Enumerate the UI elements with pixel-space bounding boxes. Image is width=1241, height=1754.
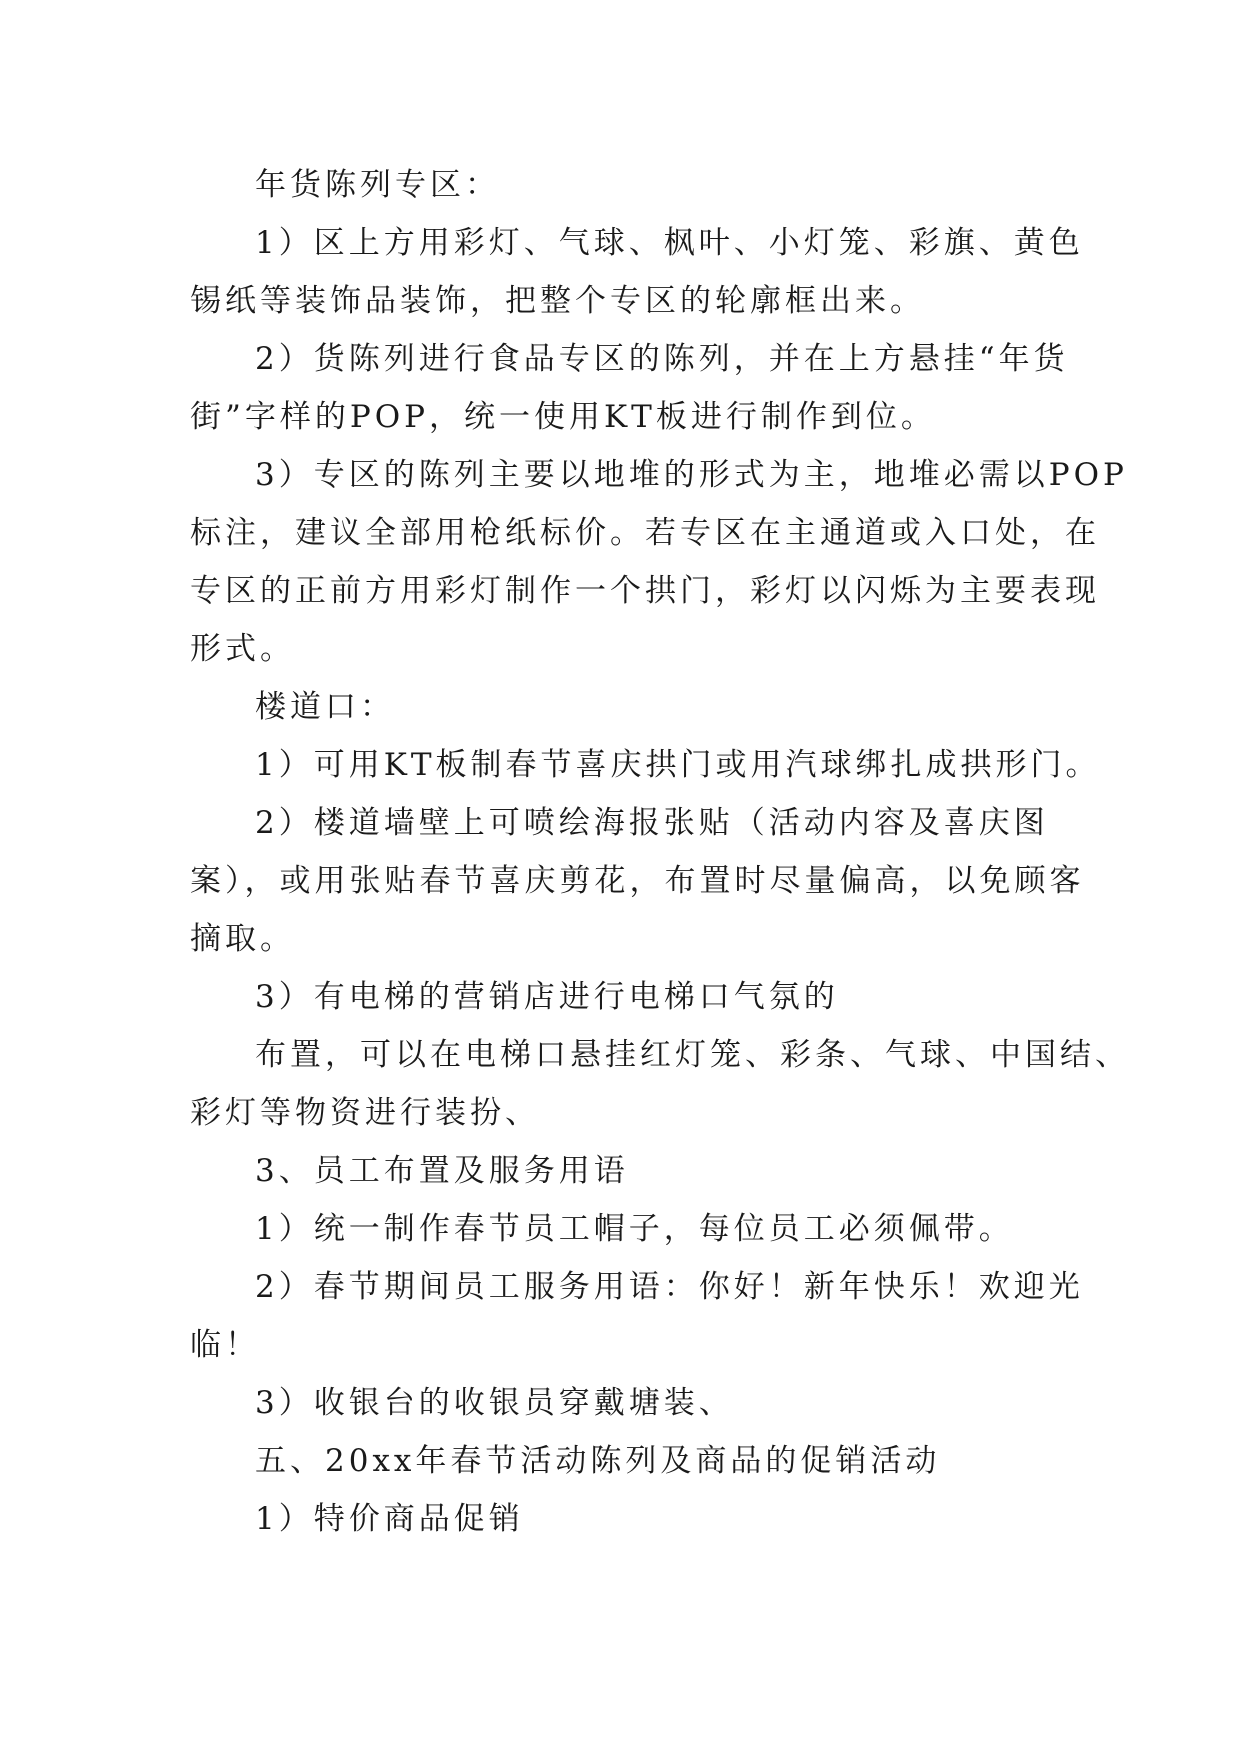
section-heading-promotion: 五、20xx年春节活动陈列及商品的促销活动: [255, 1443, 941, 1479]
paragraph-line: 专区的正前方用彩灯制作一个拱门，彩灯以闪烁为主要表现: [190, 573, 1100, 609]
section-heading-stairway: 楼道口：: [255, 689, 395, 725]
paragraph-line: 彩灯等物资进行装扮、: [190, 1095, 540, 1131]
paragraph-line: 3）收银台的收银员穿戴塘装、: [255, 1385, 734, 1421]
section-heading-new-year-goods-zone: 年货陈列专区：: [255, 167, 500, 203]
paragraph-line: 1）统一制作春节员工帽子，每位员工必须佩带。: [255, 1211, 1014, 1247]
paragraph-line: 1）特价商品促销: [255, 1501, 524, 1537]
paragraph-line: 案），或用张贴春节喜庆剪花，布置时尽量偏高，以免顾客: [190, 863, 1085, 899]
paragraph-line: 布置，可以在电梯口悬挂红灯笼、彩条、气球、中国结、: [255, 1037, 1130, 1073]
paragraph-line: 2）楼道墙壁上可喷绘海报张贴（活动内容及喜庆图: [255, 805, 1049, 841]
paragraph-line: 1）区上方用彩灯、气球、枫叶、小灯笼、彩旗、黄色: [255, 225, 1084, 261]
paragraph-line: 2）春节期间员工服务用语：你好！新年快乐！欢迎光: [255, 1269, 1084, 1305]
paragraph-line: 临！: [190, 1327, 260, 1363]
section-heading-staff: 3、员工布置及服务用语: [255, 1153, 629, 1189]
paragraph-line: 摘取。: [190, 921, 295, 957]
paragraph-line: 标注，建议全部用枪纸标价。若专区在主通道或入口处，在: [190, 515, 1100, 551]
paragraph-line: 2）货陈列进行食品专区的陈列，并在上方悬挂“年货: [255, 341, 1069, 377]
paragraph-line: 锡纸等装饰品装饰，把整个专区的轮廓框出来。: [190, 283, 925, 319]
paragraph-line: 1）可用KT板制春节喜庆拱门或用汽球绑扎成拱形门。: [255, 747, 1101, 783]
paragraph-line: 街”字样的POP，统一使用KT板进行制作到位。: [190, 399, 936, 435]
paragraph-line: 3）有电梯的营销店进行电梯口气氛的: [255, 979, 839, 1015]
paragraph-line: 形式。: [190, 631, 295, 667]
paragraph-line: 3）专区的陈列主要以地堆的形式为主，地堆必需以POP: [255, 457, 1128, 493]
